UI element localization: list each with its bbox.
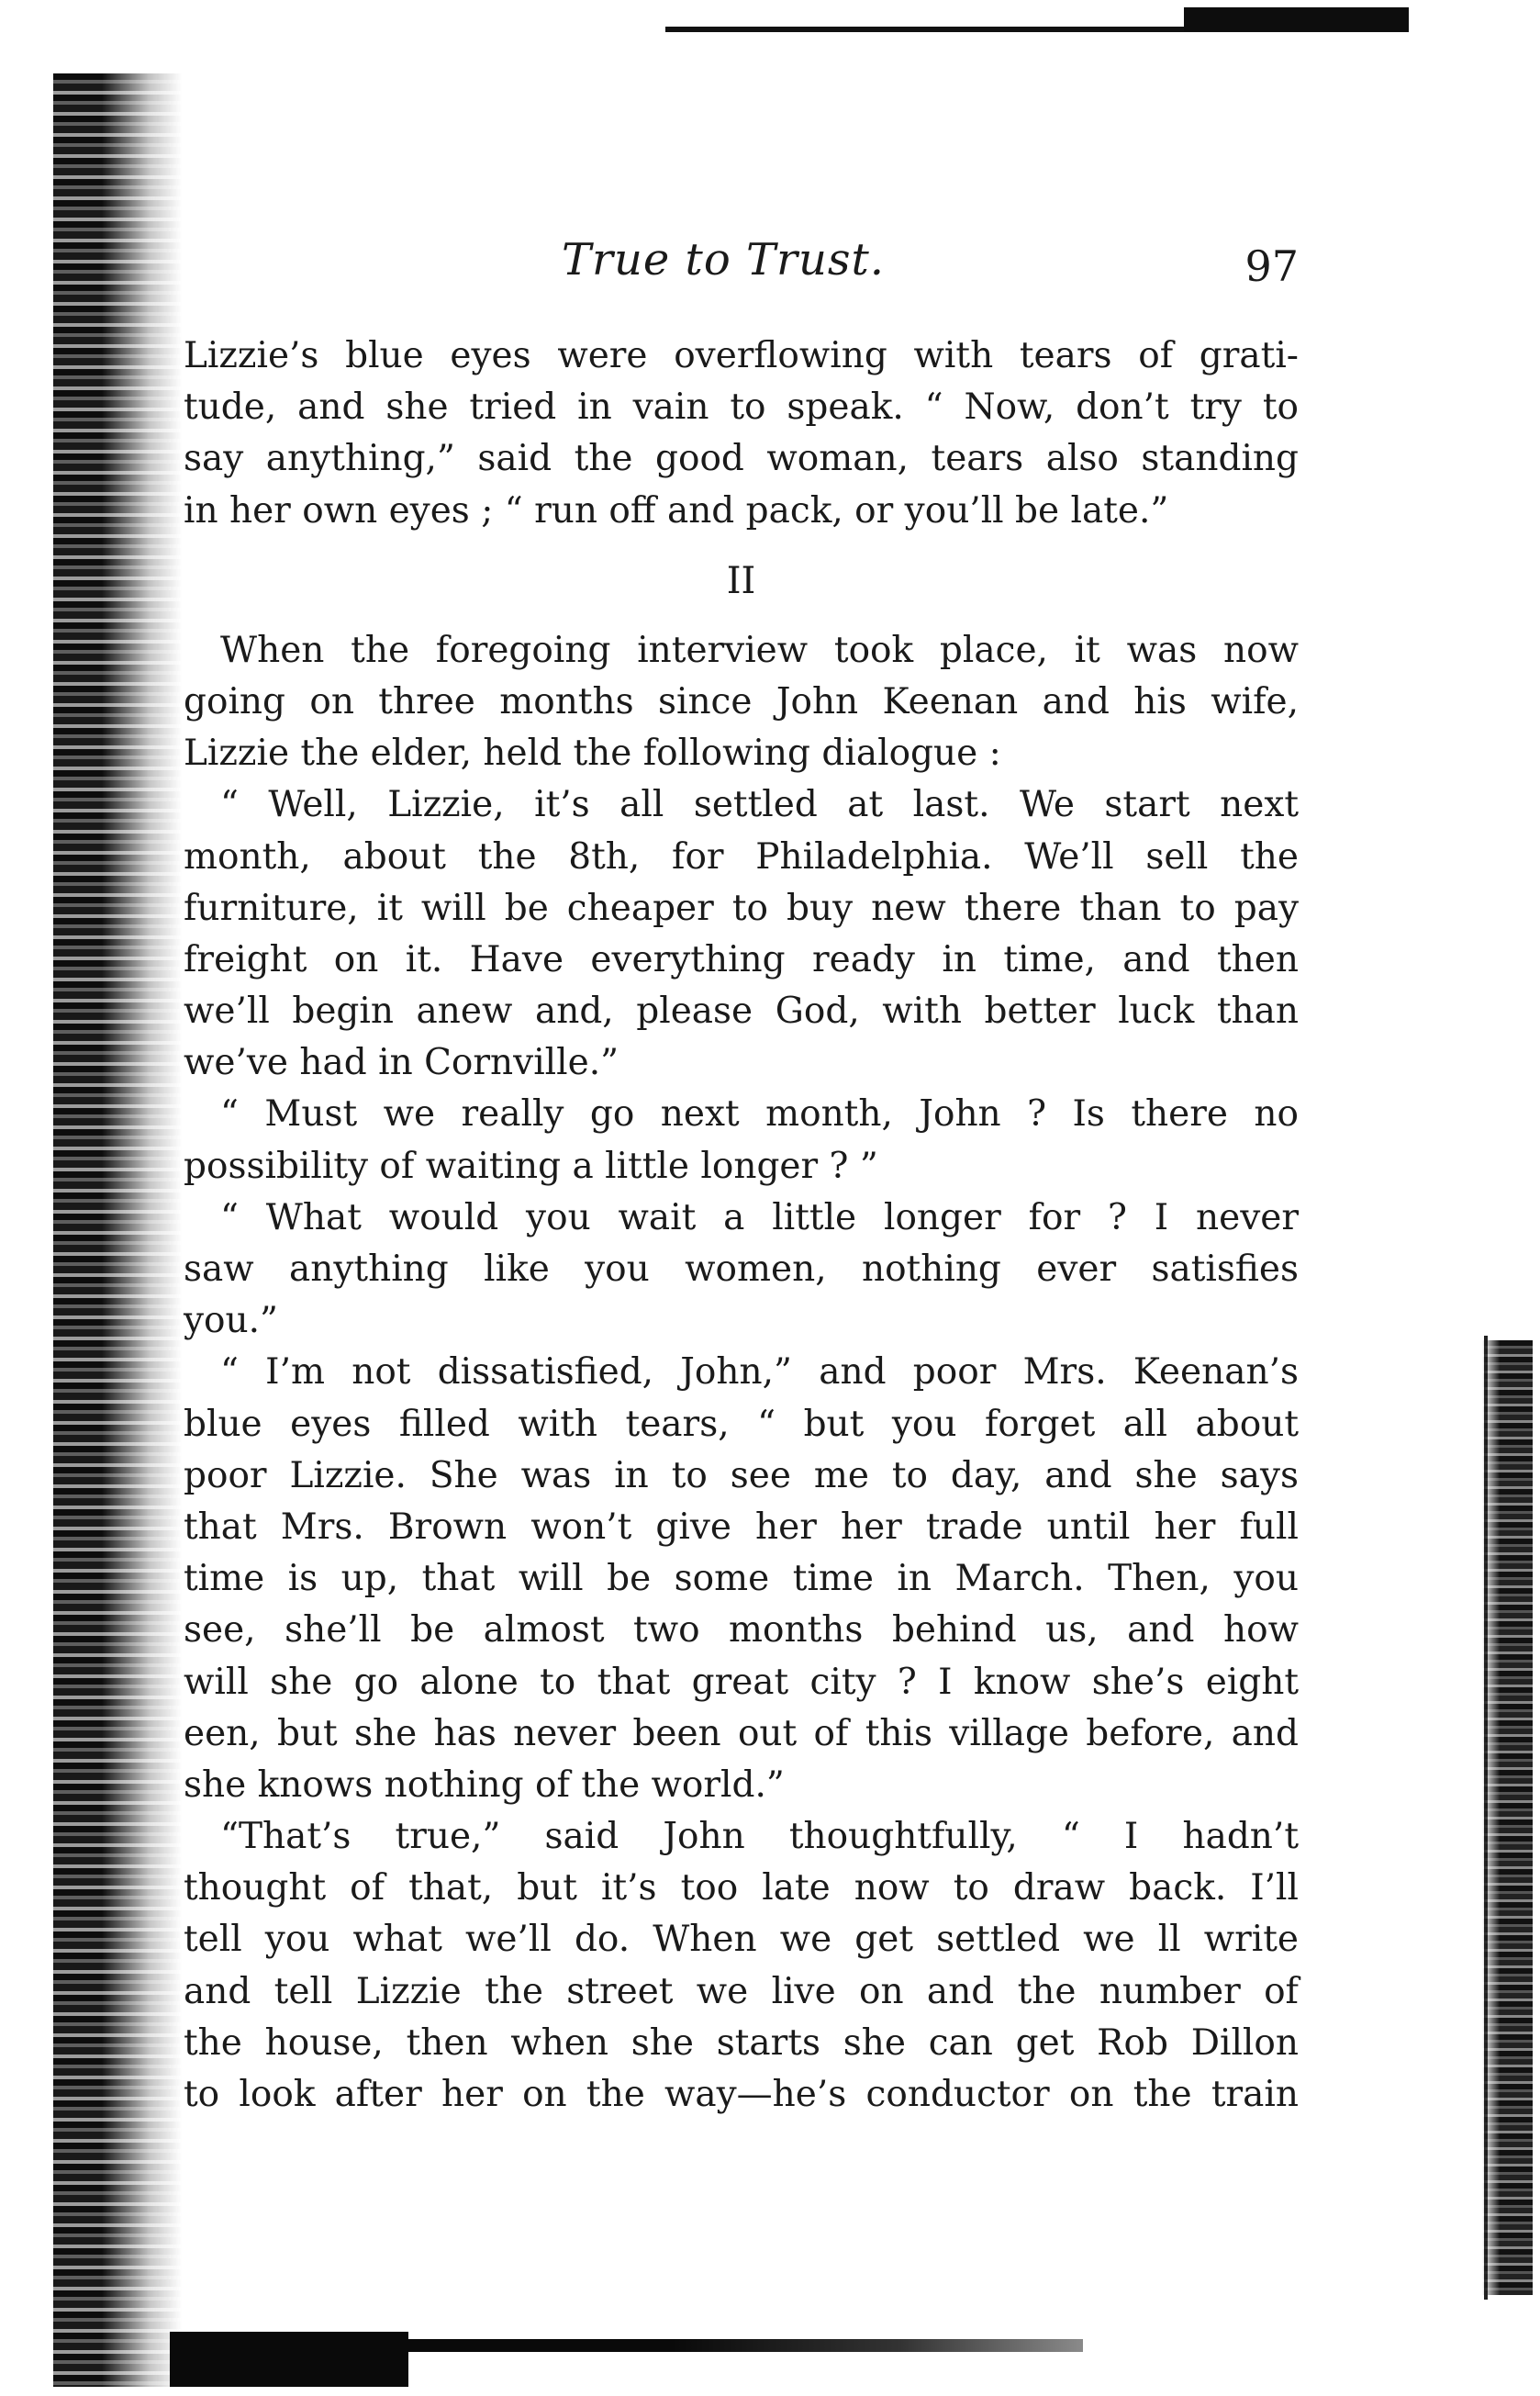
text-line: in her own eyes ; “ run off and pack, or you’ll be late.” <box>184 489 1169 532</box>
page-number: 97 <box>1244 241 1299 291</box>
text-line: to look after her on the way—he’s conductor on the train <box>184 2074 1299 2115</box>
text-line: tell you what we’ll do. When we get settled we ll write <box>184 1919 1299 1961</box>
text-line: poor Lizzie. She was in to see me to day, and she says <box>184 1454 1299 1496</box>
text-line: Lizzie the elder, held the following dialogue : <box>184 733 1001 775</box>
binding-shadow <box>53 73 182 2387</box>
text-line: that Mrs. Brown won’t give her her trade until her full <box>184 1506 1299 1548</box>
top-scan-bar <box>1184 7 1409 31</box>
text-line: “ What would you wait a little longer for ? I never <box>220 1196 1299 1238</box>
text-line: see, she’ll be almost two months behind us, and how <box>184 1609 1299 1651</box>
text-line: possibility of waiting a little longer ? ” <box>184 1145 878 1187</box>
running-head <box>184 234 1299 308</box>
text-line: will she go alone to that great city ? I know she’s eight <box>184 1661 1299 1703</box>
text-line: saw anything like you women, nothing ever satisfies <box>184 1248 1299 1290</box>
text-line: When the foregoing interview took place, it was now <box>220 629 1299 671</box>
text-line: and tell Lizzie the street we live on and the number of <box>184 1970 1299 2012</box>
bottom-scan-bar <box>170 2332 408 2387</box>
text-line: we’ll begin anew and, please God, with better luck than <box>184 991 1299 1033</box>
right-scan-strip <box>1482 1340 1533 2295</box>
running-title: True to Trust. <box>562 234 886 286</box>
text-line: “That’s true,” said John thoughtfully, “ I hadn’t <box>220 1816 1299 1858</box>
text-line: furniture, it will be cheaper to buy new there than to pay <box>184 887 1299 929</box>
text-line: say anything,” said the good woman, tears also standing <box>184 438 1299 480</box>
text-line: tude, and she tried in vain to speak. “ Now, don’t try to <box>184 386 1299 429</box>
text-line: “ I’m not dissatisfied, John,” and poor Mrs. Keenan’s <box>220 1351 1299 1394</box>
text-line: Lizzie’s blue eyes were overflowing with tears of grati- <box>184 335 1299 376</box>
text-line: thought of that, but it’s too late now to draw back. I’ll <box>184 1867 1299 1909</box>
text-line: month, about the 8th, for Philadelphia. We’ll sell the <box>184 835 1299 878</box>
text-line: going on three months since John Keenan and his wife, <box>184 680 1299 722</box>
text-line: time is up, that will be some time in March. Then, you <box>184 1558 1299 1600</box>
text-line: blue eyes filled with tears, “ but you forget all about <box>184 1403 1299 1445</box>
text-line: een, but she has never been out of this village before, and <box>184 1712 1299 1754</box>
text-line: the house, then when she starts she can get Rob Dillon <box>184 2021 1299 2064</box>
text-line: we’ve had in Cornville.” <box>184 1042 619 1084</box>
text-line: she knows nothing of the world.” <box>184 1763 785 1806</box>
text-line: you.” <box>184 1300 278 1342</box>
section-heading: II <box>726 559 756 602</box>
text-line: “ Must we really go next month, John ? Is there no <box>220 1093 1299 1136</box>
text-line: “ Well, Lizzie, it’s all settled at last. We start next <box>220 784 1299 826</box>
text-line: freight on it. Have everything ready in time, and then <box>184 938 1299 980</box>
body-text <box>184 330 1299 2121</box>
